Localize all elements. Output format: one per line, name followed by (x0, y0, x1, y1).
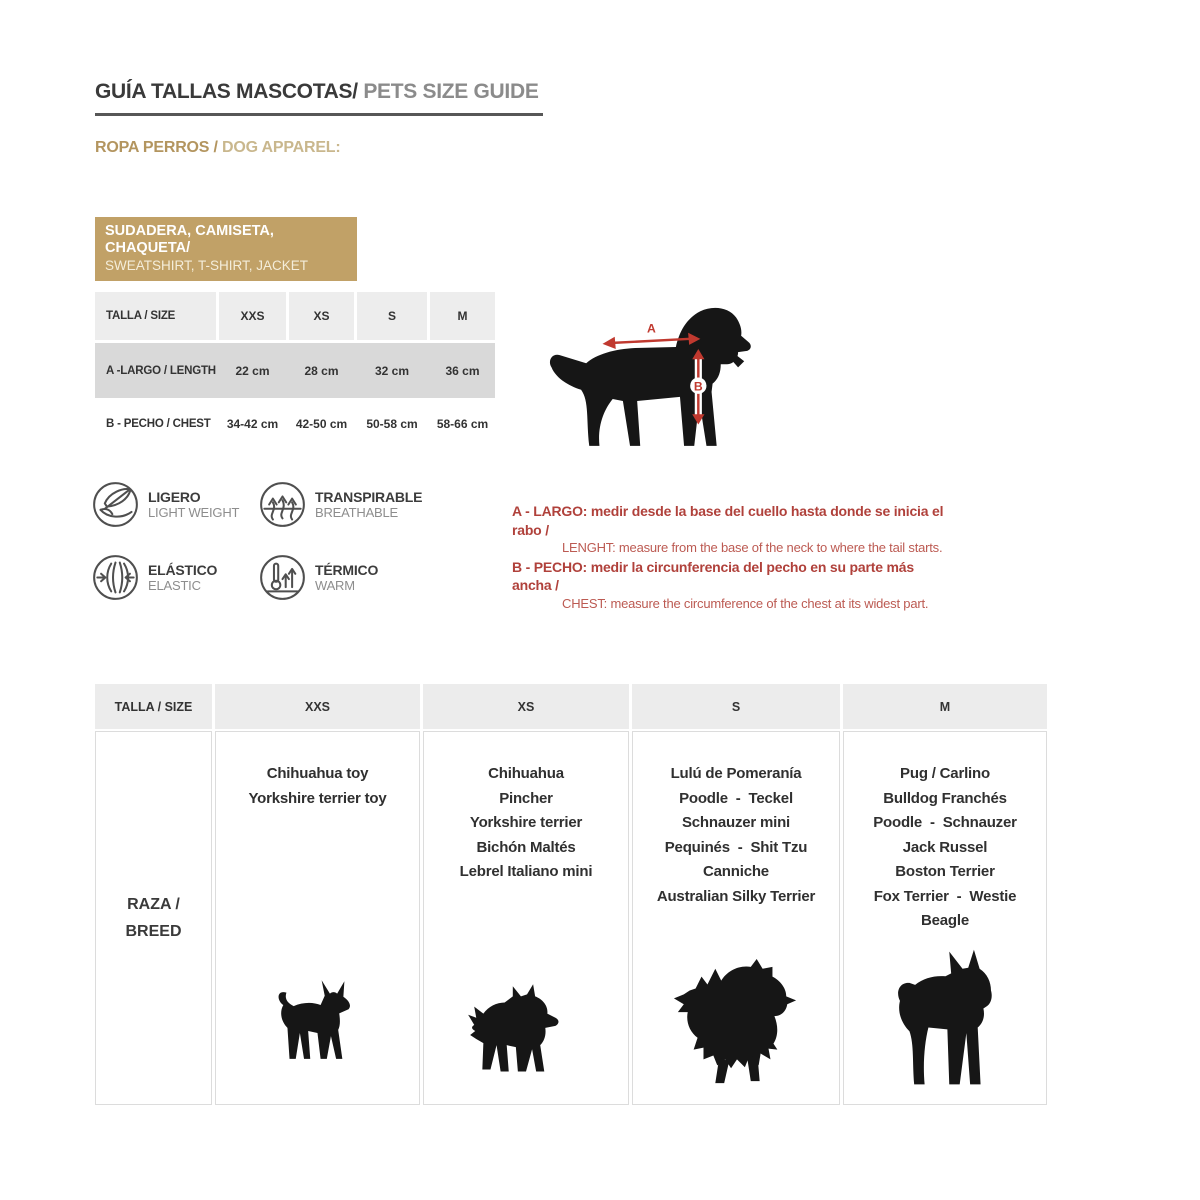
length-m: 36 cm (445, 363, 480, 378)
breed-item: Australian Silky Terrier (656, 887, 816, 905)
breed-cell-s (632, 731, 840, 1105)
breed-item: Chihuahua toy (266, 765, 369, 782)
size-table-header-row (95, 292, 495, 340)
page-title-en: PETS SIZE GUIDE (357, 80, 539, 103)
breed-item: Bulldog Franchés (883, 789, 1007, 807)
breed-table-body-row (95, 731, 1047, 1105)
feature-warm-es: TÉRMICO (315, 562, 379, 578)
breed-header-xs: XS (423, 684, 629, 729)
breed-cell-m (843, 731, 1047, 1105)
breed-row-label-es: RAZA / (127, 896, 180, 913)
feature-warm (259, 554, 489, 601)
feather-hand-icon (92, 481, 139, 528)
banner-line-es: SUDADERA, CAMISETA, CHAQUETA/ (105, 223, 274, 256)
breed-item: Bichón Maltés (476, 838, 576, 856)
breathable-icon (259, 481, 306, 528)
breed-item: Poodle - Schnauzer (873, 814, 1017, 831)
header-xs: XS (289, 292, 354, 340)
note-chest-es: B - PECHO: medir la circunferencia del pecho en su parte más ancha / (512, 558, 914, 593)
dog-measuring-diagram (545, 296, 765, 454)
header-s: S (357, 292, 427, 340)
banner-line-en: SWEATSHIRT, T-SHIRT, JACKET (105, 258, 309, 273)
breed-list-xs (424, 732, 628, 885)
feature-elastic-es: ELÁSTICO (148, 562, 218, 578)
length-s: 32 cm (374, 363, 410, 378)
note-length-en: LENGHT: measure from the base of the neck to where the tail starts. (562, 540, 943, 555)
breed-cell-xs (423, 731, 629, 1105)
pomeranian-silhouette (661, 955, 811, 1088)
chest-xxs: 34-42 cm (219, 398, 286, 449)
breed-item: Schnauzer mini (681, 814, 791, 831)
subtitle-es: ROPA PERROS / (95, 139, 218, 156)
breed-list-m (844, 732, 1046, 934)
breed-item: Chihuahua (488, 765, 564, 782)
note-length-es: A - LARGO: medir desde la base del cuello hasta donde se inicia el rabo / (512, 503, 944, 538)
size-table-row-length (95, 343, 495, 398)
breed-header-talla-size: TALLA / SIZE (95, 684, 212, 729)
note-length (512, 502, 952, 558)
note-chest-en: CHEST: measure the circumference of the chest at its widest part. (562, 595, 929, 611)
length-xs: 28 cm (304, 363, 339, 378)
breed-item: Pincher (499, 789, 553, 807)
row-label-chest: B - PECHO / CHEST (95, 398, 216, 449)
chest-m: 58-66 cm (430, 398, 495, 449)
breed-header-m: M (843, 684, 1047, 729)
breed-item: Beagle (921, 912, 969, 929)
breed-item: Pug / Carlino (900, 765, 990, 782)
feature-lightweight (92, 481, 259, 528)
length-arrow-label: A (647, 321, 656, 336)
row-label-length: A -LARGO / LENGTH (106, 364, 216, 377)
chihuahua-silhouette (268, 974, 368, 1062)
breed-item: Yorkshire terrier (469, 814, 583, 831)
breed-row-label (95, 731, 212, 1105)
feature-lightweight-en: LIGHT WEIGHT (148, 505, 240, 520)
breed-item: Yorkshire terrier toy (248, 789, 387, 807)
thermometer-icon (259, 554, 306, 601)
elastic-icon (92, 554, 139, 601)
breed-item: Lulú de Pomeranía (670, 765, 802, 782)
chest-s: 50-58 cm (357, 398, 427, 449)
breed-item: Pequinés - Shit Tzu (664, 838, 808, 856)
garment-category-banner (95, 217, 357, 281)
breed-item: Canniche (703, 863, 769, 880)
feature-lightweight-es: LIGERO (148, 489, 201, 505)
breed-item: Fox Terrier - Westie (873, 887, 1017, 905)
feature-breathable-en: BREATHABLE (315, 505, 399, 520)
breed-item: Lebrel Italiano mini (459, 863, 593, 880)
size-measurement-table (95, 292, 495, 449)
breed-header-xxs: XXS (215, 684, 420, 729)
breed-list-xxs (216, 732, 419, 811)
header-xxs: XXS (219, 292, 286, 340)
breed-size-table (95, 684, 1047, 1105)
breed-item: Poodle - Teckel (679, 789, 793, 807)
feature-warm-en: WARM (315, 578, 355, 593)
size-table-row-chest (95, 398, 495, 449)
feature-breathable (259, 481, 489, 528)
fabric-features (92, 481, 489, 601)
long-haired-chihuahua-silhouette (460, 984, 592, 1086)
breed-list-s (633, 732, 839, 909)
feature-elastic-en: ELASTIC (148, 578, 201, 593)
length-xxs: 22 cm (235, 363, 270, 378)
header-m: M (430, 292, 495, 340)
chest-xs: 42-50 cm (289, 398, 354, 449)
chest-arrow-label: B (693, 379, 703, 394)
note-chest (512, 558, 952, 614)
section-subtitle (95, 139, 341, 157)
breed-header-s: S (632, 684, 840, 729)
breed-row-label-en: BREED (125, 923, 182, 940)
measuring-instructions (512, 502, 952, 613)
feature-breathable-es: TRANSPIRABLE (315, 489, 423, 505)
header-talla-size: TALLA / SIZE (95, 292, 216, 340)
feature-elastic (92, 554, 259, 601)
breed-item: Jack Russel (902, 838, 988, 856)
page-title (95, 80, 543, 116)
french-bulldog-silhouette (881, 942, 1009, 1094)
subtitle-en: DOG APPAREL: (217, 139, 341, 156)
breed-cell-xxs (215, 731, 420, 1105)
labrador-measure-silhouette (545, 296, 765, 454)
breed-table-header-row (95, 684, 1047, 729)
breed-item: Boston Terrier (895, 863, 995, 880)
page-title-es: GUÍA TALLAS MASCOTAS/ (95, 80, 358, 103)
